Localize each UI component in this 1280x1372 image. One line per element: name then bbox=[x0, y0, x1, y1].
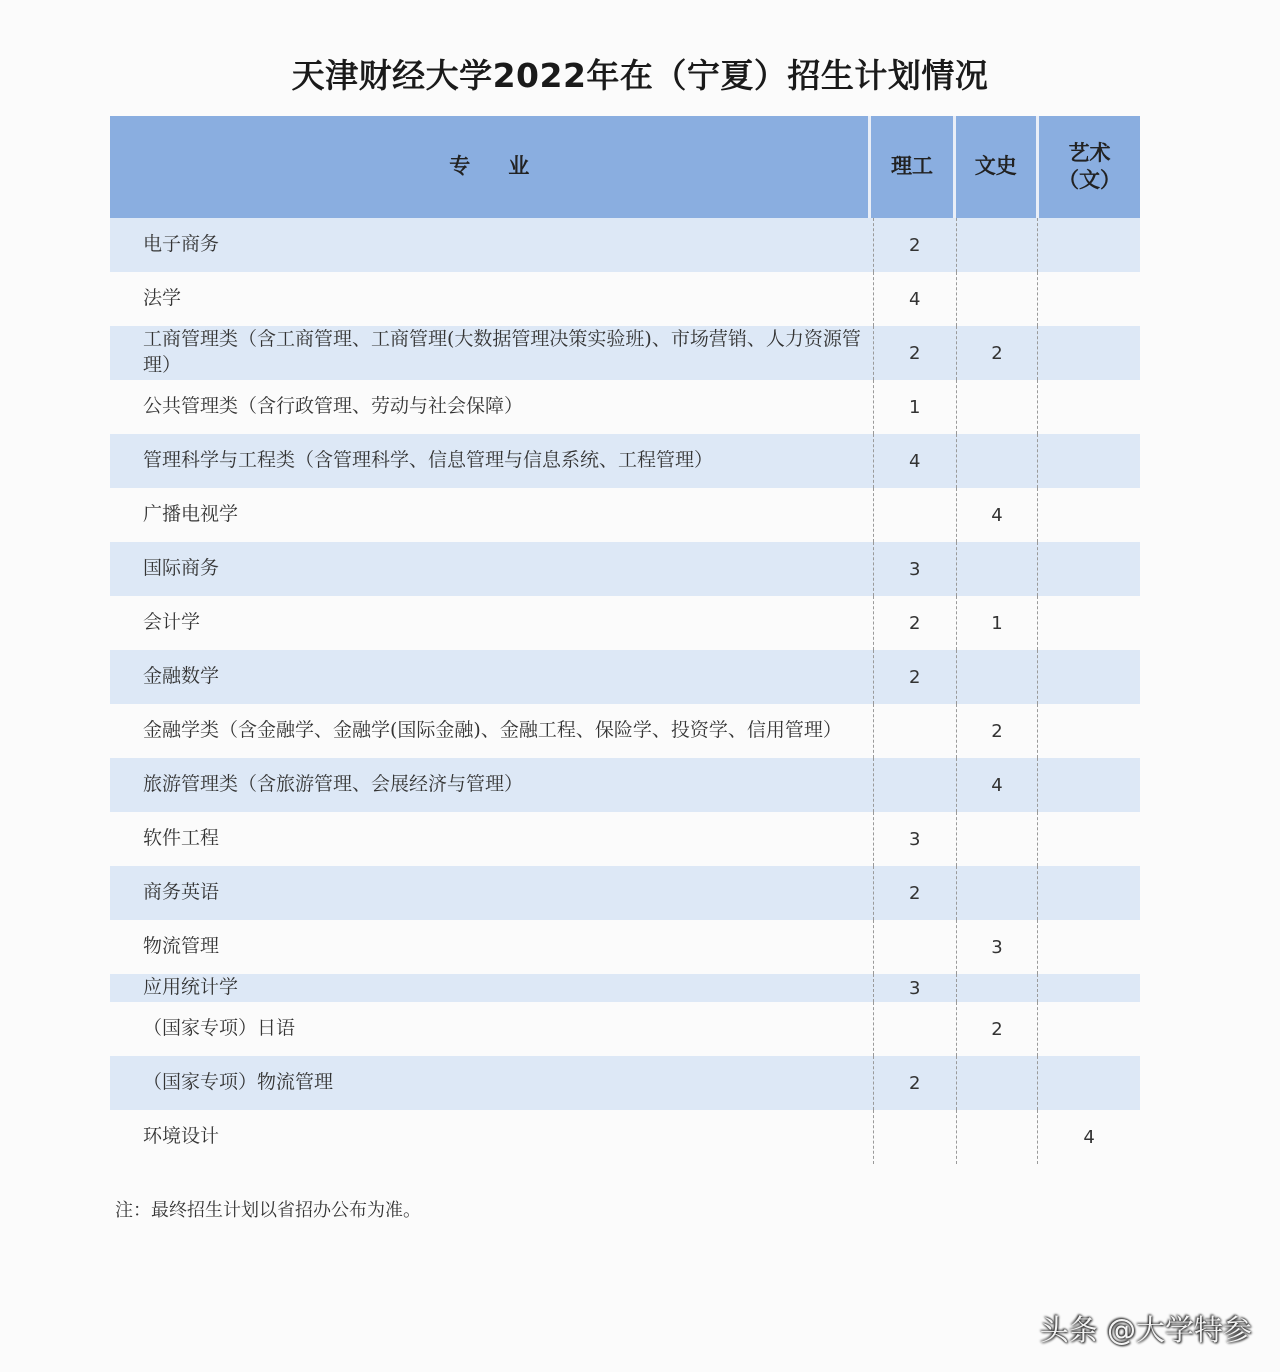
liberal-arts-count-cell bbox=[956, 1110, 1038, 1164]
art-count-cell bbox=[1037, 380, 1140, 434]
art-count-cell bbox=[1037, 812, 1140, 866]
table-row bbox=[110, 866, 1140, 920]
science-count-cell bbox=[873, 488, 956, 542]
science-count-cell: 2 bbox=[873, 596, 956, 650]
major-cell: 金融学类（含金融学、金融学(国际金融)、金融工程、保险学、投资学、信用管理） bbox=[143, 719, 842, 742]
major-cell: 软件工程 bbox=[143, 827, 220, 850]
table-row bbox=[110, 218, 1140, 272]
liberal-arts-count-cell bbox=[956, 1056, 1038, 1110]
liberal-arts-count-cell: 4 bbox=[956, 488, 1038, 542]
art-count-cell bbox=[1037, 974, 1140, 1002]
table-row bbox=[110, 974, 1140, 1002]
table-row bbox=[110, 434, 1140, 488]
major-cell: 法学 bbox=[143, 287, 182, 310]
liberal-arts-count-cell bbox=[956, 650, 1038, 704]
major-cell: 金融数学 bbox=[143, 665, 220, 688]
art-count-cell bbox=[1037, 326, 1140, 380]
table-header bbox=[110, 116, 1140, 218]
table-row bbox=[110, 650, 1140, 704]
major-cell: 应用统计学 bbox=[143, 976, 239, 999]
liberal-arts-count-cell: 2 bbox=[956, 326, 1038, 380]
table-row bbox=[110, 1110, 1140, 1164]
science-count-cell bbox=[873, 1110, 956, 1164]
art-count-cell bbox=[1037, 650, 1140, 704]
table-row bbox=[110, 758, 1140, 812]
science-count-cell: 4 bbox=[873, 434, 956, 488]
science-count-cell: 2 bbox=[873, 650, 956, 704]
header-major: 专业 bbox=[449, 154, 568, 179]
science-count-cell bbox=[873, 1002, 956, 1056]
liberal-arts-count-cell: 1 bbox=[956, 596, 1038, 650]
major-cell: 管理科学与工程类（含管理科学、信息管理与信息系统、工程管理） bbox=[143, 449, 714, 472]
art-count-cell bbox=[1037, 488, 1140, 542]
art-count-cell: 4 bbox=[1037, 1110, 1140, 1164]
major-cell: 商务英语 bbox=[143, 881, 220, 904]
major-cell: （国家专项）物流管理 bbox=[143, 1071, 334, 1094]
liberal-arts-count-cell: 4 bbox=[956, 758, 1038, 812]
art-count-cell bbox=[1037, 920, 1140, 974]
art-count-cell bbox=[1037, 704, 1140, 758]
major-cell: 广播电视学 bbox=[143, 503, 239, 526]
liberal-arts-count-cell bbox=[956, 218, 1038, 272]
enrollment-plan-table bbox=[110, 116, 1140, 1164]
liberal-arts-count-cell: 3 bbox=[956, 920, 1038, 974]
major-cell: 环境设计 bbox=[143, 1125, 220, 1148]
table-row bbox=[110, 812, 1140, 866]
table-row bbox=[110, 488, 1140, 542]
art-count-cell bbox=[1037, 272, 1140, 326]
science-count-cell: 2 bbox=[873, 326, 956, 380]
art-count-cell bbox=[1037, 434, 1140, 488]
table-row bbox=[110, 1002, 1140, 1056]
art-count-cell bbox=[1037, 1002, 1140, 1056]
major-cell: （国家专项）日语 bbox=[143, 1017, 296, 1040]
table-body bbox=[110, 218, 1140, 1164]
table-row bbox=[110, 704, 1140, 758]
liberal-arts-count-cell bbox=[956, 380, 1038, 434]
major-cell: 国际商务 bbox=[143, 557, 220, 580]
header-science: 理工 bbox=[868, 116, 952, 218]
source-watermark: 头条 @大学特参 bbox=[1039, 1313, 1252, 1347]
art-count-cell bbox=[1037, 218, 1140, 272]
liberal-arts-count-cell bbox=[956, 974, 1038, 1002]
science-count-cell: 3 bbox=[873, 542, 956, 596]
art-count-cell bbox=[1037, 596, 1140, 650]
science-count-cell bbox=[873, 704, 956, 758]
science-count-cell bbox=[873, 920, 956, 974]
science-count-cell: 3 bbox=[873, 812, 956, 866]
major-cell: 旅游管理类（含旅游管理、会展经济与管理） bbox=[143, 773, 524, 796]
major-cell: 公共管理类（含行政管理、劳动与社会保障） bbox=[143, 395, 524, 418]
table-row bbox=[110, 596, 1140, 650]
table-row bbox=[110, 326, 1140, 380]
table-row bbox=[110, 542, 1140, 596]
header-art: 艺术 （文） bbox=[1036, 116, 1140, 218]
science-count-cell: 4 bbox=[873, 272, 956, 326]
table-row bbox=[110, 920, 1140, 974]
liberal-arts-count-cell: 2 bbox=[956, 704, 1038, 758]
liberal-arts-count-cell bbox=[956, 434, 1038, 488]
science-count-cell: 2 bbox=[873, 1056, 956, 1110]
liberal-arts-count-cell bbox=[956, 812, 1038, 866]
header-liberal-arts: 文史 bbox=[953, 116, 1036, 218]
science-count-cell: 2 bbox=[873, 218, 956, 272]
art-count-cell bbox=[1037, 866, 1140, 920]
art-count-cell bbox=[1037, 758, 1140, 812]
table-row bbox=[110, 272, 1140, 326]
major-cell: 物流管理 bbox=[143, 935, 220, 958]
science-count-cell bbox=[873, 758, 956, 812]
table-row bbox=[110, 380, 1140, 434]
art-count-cell bbox=[1037, 542, 1140, 596]
art-count-cell bbox=[1037, 1056, 1140, 1110]
major-cell: 会计学 bbox=[143, 611, 201, 634]
liberal-arts-count-cell: 2 bbox=[956, 1002, 1038, 1056]
science-count-cell: 3 bbox=[873, 974, 956, 1002]
science-count-cell: 1 bbox=[873, 380, 956, 434]
major-cell: 工商管理类（含工商管理、工商管理(大数据管理决策实验班)、市场营销、人力资源管理） bbox=[143, 328, 861, 376]
footnote: 注：最终招生计划以省招办公布为准。 bbox=[115, 1200, 421, 1221]
major-cell: 电子商务 bbox=[143, 233, 220, 256]
liberal-arts-count-cell bbox=[956, 542, 1038, 596]
science-count-cell: 2 bbox=[873, 866, 956, 920]
liberal-arts-count-cell bbox=[956, 272, 1038, 326]
table-row bbox=[110, 1056, 1140, 1110]
page-title: 天津财经大学2022年在（宁夏）招生计划情况 bbox=[291, 56, 989, 95]
liberal-arts-count-cell bbox=[956, 866, 1038, 920]
